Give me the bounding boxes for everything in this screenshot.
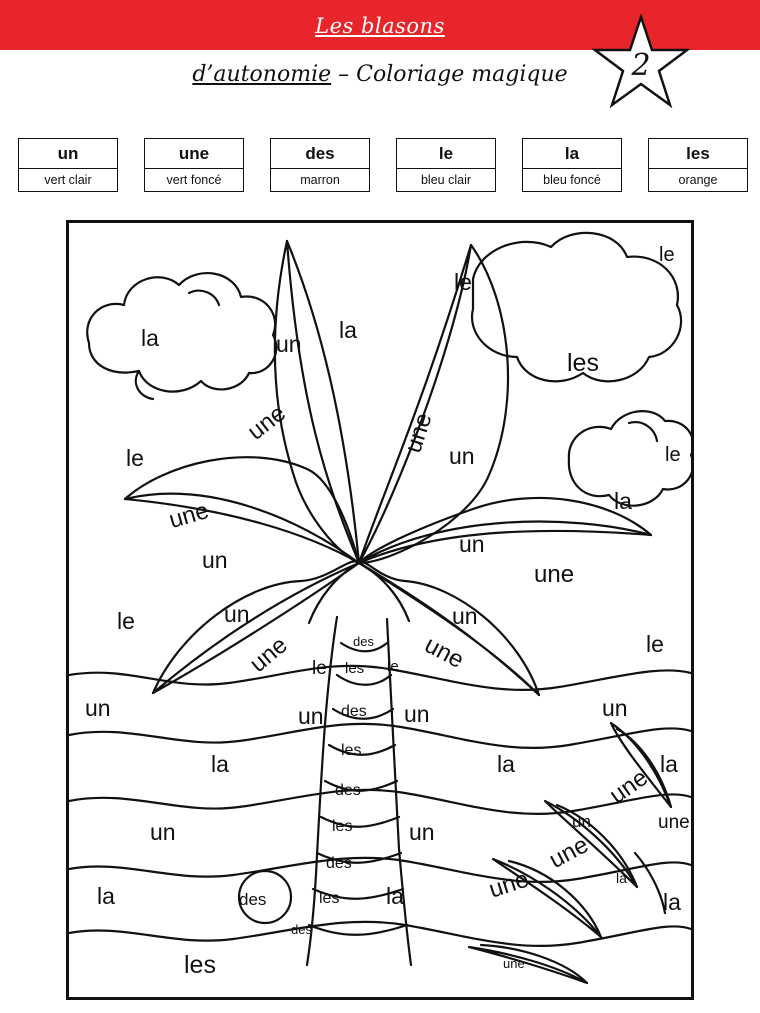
region-label: le <box>454 269 472 295</box>
region-label: une <box>658 812 690 833</box>
region-label: une <box>544 831 593 874</box>
coloring-picture <box>66 220 694 1000</box>
region-label: un <box>449 443 475 469</box>
region-label: les <box>341 742 362 759</box>
legend-color-label: bleu clair <box>420 173 472 187</box>
region-label: un <box>298 703 324 729</box>
page-title: Les blasons <box>315 14 445 38</box>
region-label: une <box>534 561 575 588</box>
region-label: la <box>141 325 159 351</box>
region-label: un <box>224 601 250 627</box>
legend-color-label: marron <box>300 173 340 187</box>
region-label: une <box>244 631 293 678</box>
region-label: un <box>404 701 430 727</box>
region-label: des <box>239 890 267 909</box>
region-label: une <box>399 409 438 457</box>
region-label: une <box>420 631 469 674</box>
region-label: un <box>150 819 176 845</box>
region-label: des <box>326 855 352 872</box>
region-label: le <box>117 608 135 634</box>
region-label: le <box>126 445 144 471</box>
region-label: un <box>85 695 111 721</box>
legend-word: une <box>145 139 243 169</box>
region-label: un <box>276 331 302 357</box>
region-label: la <box>616 870 627 886</box>
region-label: une <box>485 865 533 904</box>
legend-color-label: vert clair <box>44 173 92 187</box>
region-label: le <box>387 658 399 675</box>
region-label: le <box>665 444 681 466</box>
region-label: le <box>659 244 675 266</box>
legend-item-les <box>648 138 748 192</box>
palm-tree-drawing <box>69 223 691 997</box>
region-label: le <box>646 631 664 657</box>
region-label: les <box>332 818 353 835</box>
region-label: une <box>604 764 653 810</box>
legend-item-des <box>270 138 370 192</box>
legend-color-label: vert foncé <box>166 173 222 187</box>
region-label: la <box>497 751 515 777</box>
region-label: un <box>409 819 435 845</box>
legend-color-label: orange <box>678 173 718 187</box>
legend-word: les <box>649 139 747 169</box>
star-badge <box>592 14 690 109</box>
subtitle-autonomie: d’autonomie <box>192 62 332 87</box>
legend-word: un <box>19 139 117 169</box>
region-label: la <box>663 889 681 915</box>
region-label: des <box>353 634 374 649</box>
legend-item-le <box>396 138 496 192</box>
legend-item-une <box>144 138 244 192</box>
region-label: la <box>614 488 632 514</box>
region-label: la <box>386 883 404 909</box>
region-label: des <box>291 922 312 937</box>
subtitle-rest: – Coloriage magique <box>338 62 568 87</box>
legend-word: la <box>523 139 621 169</box>
region-label: la <box>97 883 115 909</box>
star-number: 2 <box>631 48 651 83</box>
region-label: une <box>503 956 525 971</box>
region-label: les <box>345 660 365 677</box>
legend-item-la <box>522 138 622 192</box>
region-label: des <box>335 782 361 799</box>
legend-word: le <box>397 139 495 169</box>
legend <box>18 138 748 192</box>
legend-item-un <box>18 138 118 192</box>
region-label: les <box>184 951 216 979</box>
region-label: la <box>211 751 229 777</box>
legend-word: des <box>271 139 369 169</box>
region-label: un <box>202 547 228 573</box>
region-label: une <box>165 497 212 535</box>
region-label: les <box>567 349 599 377</box>
region-label: la <box>339 317 357 343</box>
region-label: un <box>459 531 485 557</box>
region-label: un <box>452 603 478 629</box>
region-label: la <box>660 751 678 777</box>
region-label: un <box>602 695 628 721</box>
region-label: le <box>312 658 327 679</box>
region-label: un <box>572 812 591 831</box>
region-label: les <box>319 890 340 907</box>
region-label: des <box>341 703 367 720</box>
legend-color-label: bleu foncé <box>543 173 601 187</box>
region-label: une <box>242 399 291 446</box>
